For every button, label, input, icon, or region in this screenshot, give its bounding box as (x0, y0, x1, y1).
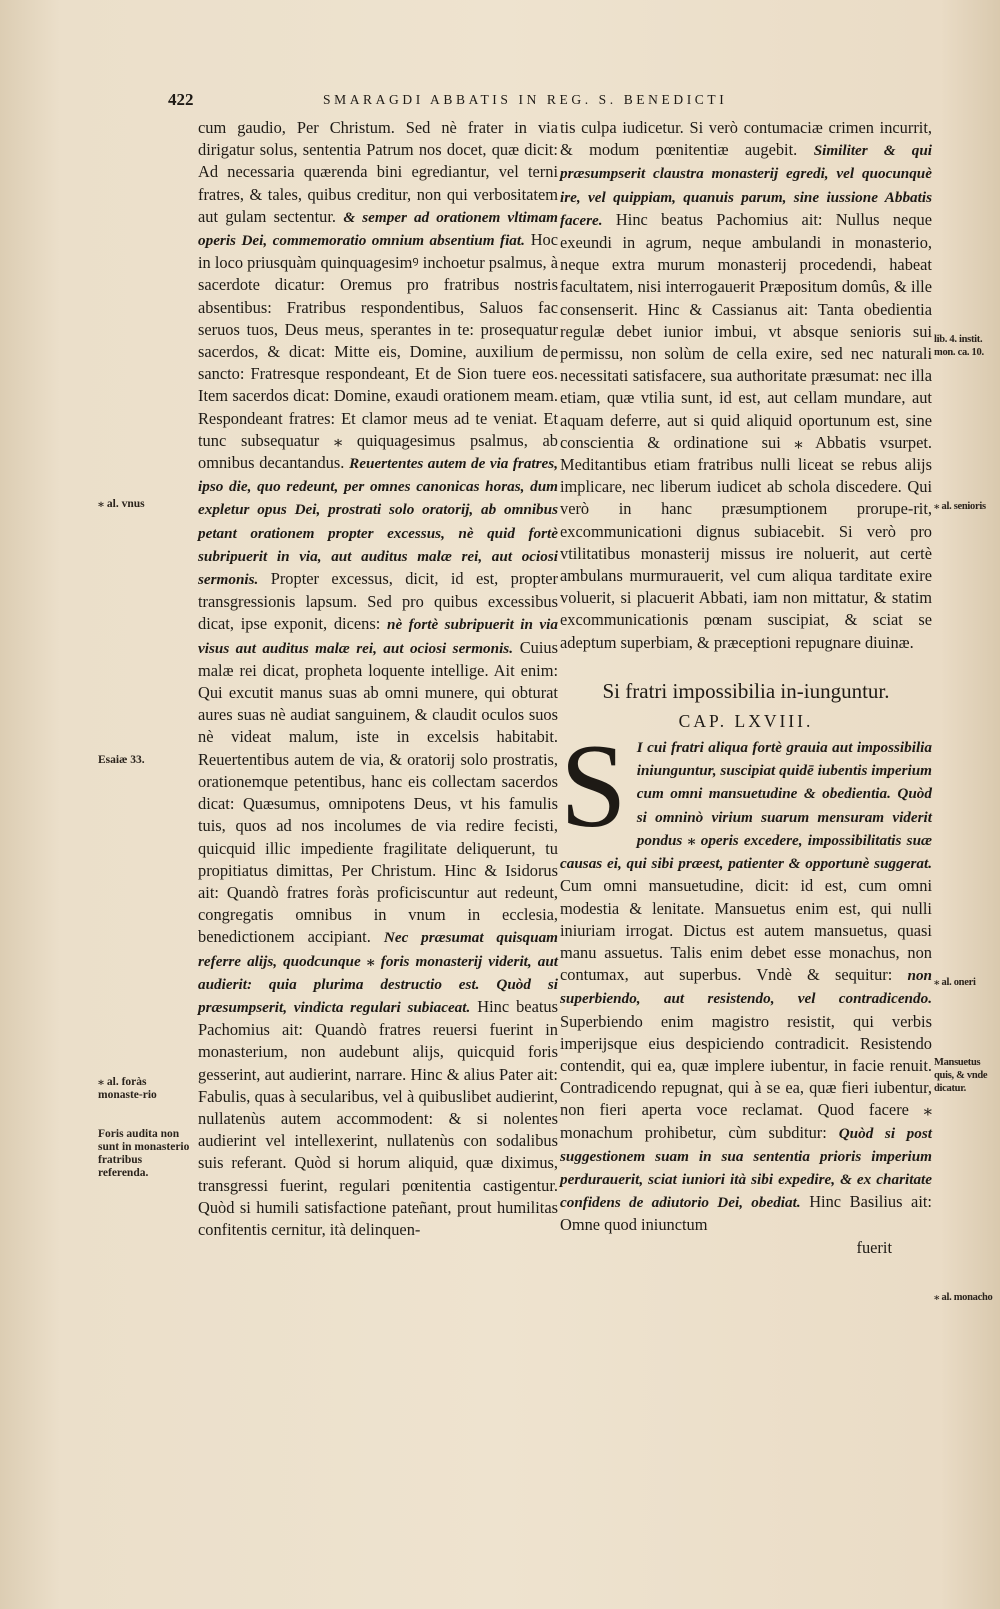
right-rule-quote-3: non superbiendo, aut resistendo, vel contradicendo. (560, 967, 932, 1008)
right-rule-quote-4: Quòd si post suggestionem suam in sua sententia prioris imperium perdurauerit, sciat iuniori ità sibi expedire, & ex charitate confidens de adiutorio Dei, obediat. (560, 1124, 932, 1212)
margin-note-left-4: Foris audita non sunt in monasterio fratribus referenda. (98, 1128, 190, 1179)
left-text-3: Propter excessus, dicit, id est, propter transgressionis lapsum. Sed pro quibus excessibus dicat, ipse exponit, dicens: (198, 569, 558, 634)
catchword: fuerit (856, 1237, 892, 1257)
margin-note-left-3: ⁎ al. foràs monaste-rio (98, 1076, 157, 1101)
running-title: SMARAGDI ABBATIS IN REG. S. BENEDICTI (323, 92, 728, 107)
margin-note-left-2: Esaiæ 33. (98, 754, 145, 766)
right-text-4: Superbiendo enim magistro resistit, qui verbis imperijsque eius despiciendo contradicit. Resistendo contendit, qui ea, quæ implere iubentur, in facie renuit. Contradicendo repugnat, qui à se ea, quæ fieri iubentur, non fieri aperta voce reclamat. Quod facere ⁎ monachum prohibetur, cùm subditur: (560, 1011, 932, 1142)
left-rule-quote-3: nè fortè subripuerit in via visus aut auditus malæ rei, aut ociosi sermonis. (198, 616, 558, 657)
left-text-2: Hoc in loco priusquàm quinquagesimꝰ inchoetur psalmus, à sacerdote dicatur: Oremus pro fratribus nostris absentibus: Fratribus respondentibus, Saluos fac seruos tuos, Deus meus, sperantes in te: prosequatur sacerdos, & dicat: Mitte eis, Domine, auxilium de sancto: Fratresque respondeant, Et de Sion tuere eos. Item sacerdos dicat: Domine, exaudi orationem meam. Respondeant fratres: Et clamor meus ad te veniat. Et tunc subsequatur ⁎ quiquagesimus psalmus, ab omnibus decantandus. (198, 230, 558, 473)
right-body (560, 117, 932, 654)
right-text-5: Hinc Basilius ait: Omne quod iniunctum (560, 1192, 932, 1235)
left-rule-quote-4: Nec præsumat quisquam referre alijs, quodcunque ⁎ foris monasterij viderit, aut audierit: quia plurima destructio est. Quòd si præsumpserit, vindicta regulari subiaceat. (198, 929, 558, 1016)
left-rule-quote-1: & semper ad orationem vltimam operis Dei, commemoratio omnium absentium fiat. (198, 208, 558, 250)
margin-note-right-4: Mansuetus quis, & vnde dicatur. (934, 1057, 988, 1094)
margin-note-right-2: ⁎ al. senioris (934, 501, 986, 512)
right-rule-quote-1: Similiter & qui præsumpserit claustra monasterij egredi, vel quocunquè ire, vel quippiam, quanuis parum, sine iussione Abbatis facere. (560, 142, 932, 229)
drop-cap: S (560, 719, 627, 853)
left-body (198, 117, 558, 1241)
right-text-3: Cum omni mansuetudine, dicit: id est, cum omni modestia & lenitate. Mansuetus enim est, qui nulli iniuriam irrogat. Dictus est autem mansuetus, quasi manu assuetus. Talis enim debet esse monachus, non contumax, aut superbus. Vndè & sequitur: (560, 876, 932, 985)
left-text-4: Cuius malæ rei dicat, propheta loquente intellige. Ait enim: Qui excutit manus suas ab omni munere, qui obturat aures suas nè audiat sanguinem, & claudit oculos suos nè videat malum, iste in excelsis habitabit. Reuertentibus autem de via, & oratorij solo prostratis, orationemque petentibus, hanc eis collectam sacerdos dicat: Quæsumus, omnipotens Deus, vt his famulis tuis, quos ad nos incolumes de via redire fecisti, quicquid illic impediente fragilitate deliquerunt, tu propitiatus dimittas, Per Christum. Hinc & Isidorus ait: Quandò fratres foràs proficiscuntur aut redeunt, congregatis omnibus in vnum in ecclesia, benedictionem accipiant. (198, 637, 558, 947)
chapter-title: Si fratri impossibilia in-iunguntur. (602, 678, 890, 703)
margin-note-left-1: ⁎ al. vnus (98, 498, 145, 510)
chapter-number: CAP. LXVIII. (678, 710, 814, 731)
left-rule-quote-2: Reuertentes autem de via fratres, ipso die, quo redeunt, per omnes canonicas horas, dum expletur opus Dei, prostrati solo oratorij, ab omnibus petant orationem propter excessus, nè quid fortè subripuerit in via, aut auditus malæ rei, aut ociosi sermonis. (198, 455, 558, 589)
margin-note-right-5: ⁎ al. monacho (934, 1292, 993, 1303)
margin-note-right-3: ⁎ al. oneri (934, 977, 976, 988)
left-text-1: cum gaudio, Per Christum. Sed nè frater in via dirigatur solus, sententia Patrum nos docet, quæ dicit: Ad necessaria quærenda bini egrediantur, vel terni fratres, & tales, quibus creditur, non qui verbositatem aut gulam sectentur. (198, 118, 558, 226)
page-number: 422 (168, 90, 194, 109)
margin-note-right-1: lib. 4. instit. mon. ca. 10. (934, 334, 984, 358)
right-text-1: tis culpa iudicetur. Si verò contumaciæ crimen incurrit, & modum pœnitentiæ augebit. (560, 118, 932, 160)
right-text-2: Hinc beatus Pachomius ait: Nullus neque exeundi in agrum, neque ambulandi in monasterio, neque extra murum monasterij procedendi, habeat facultatem, nisi interrogauerit Præpositum domûs, & ille consenserit. Hinc & Cassianus ait: Tanta obedientia regulæ debet iunior imbui, vt absque senioris sui permissu, non solùm de cella exire, sed nec naturali necessitati satisfacere, sua authoritate præsumat: nec illa etiam, quæ vtilia sunt, id est, aut cellam mundare, aut aquam deferre, aut si quid aliquid oportunum est, sine conscientia & ordinatione sui ⁎ Abbatis vsurpet. Meditantibus etiam fratribus nulli liceat se rebus alijs implicare, nec liberum iudicet ab schola discedere. Qui verò in hanc præsumptionem prorupe-rit, excommunicationi dignus subiacebit. Si verò pro vtilitatibus monasterij missus ire noluerit, aut certè ambulans murmurauerit, vel cum aliqua tarditate exire voluerit, si placuerit Abbati, iam non mittatur, & statim excommunicationis pœnam suscipiat, & sciat se adeptum superbiam, & præceptioni repugnare diuinæ. (560, 209, 932, 652)
left-column (198, 117, 558, 1417)
page-header (168, 90, 988, 114)
left-text-5: Hinc beatus Pachomius ait: Quandò fratres reuersi fuerint in monasterium, non audebunt alijs, quicquid foris gesserint, aut audierint, narrare. Hinc & alius Pater ait: Fabulis, quas à secularibus, vel à quibuslibet audierint, nullatenùs autem accommodent: & si nolentes audierint vel intellexerint, nullatenùs con sodalibus suis referant. Quòd si horum aliquid, quæ diximus, transgressi fuerint, regulari pœnitentia castigentur. Quòd si humili satisfactione pateñant, prout humilitas confitentis cernitur, ità delinquen- (198, 996, 558, 1239)
right-rule-quote-2: I cui fratri aliqua fortè grauia aut impossibilia iniunguntur, suscipiat quidē iubentis imperium cum omni mansuetudine & obedientia. Quòd si omninò virium suarum mensuram viderit pondus ⁎ operis excedere, impossibilitatis suæ causas ei, qui sibi præest, patienter & opportunè suggerat. (560, 739, 932, 873)
right-column (560, 117, 932, 1417)
